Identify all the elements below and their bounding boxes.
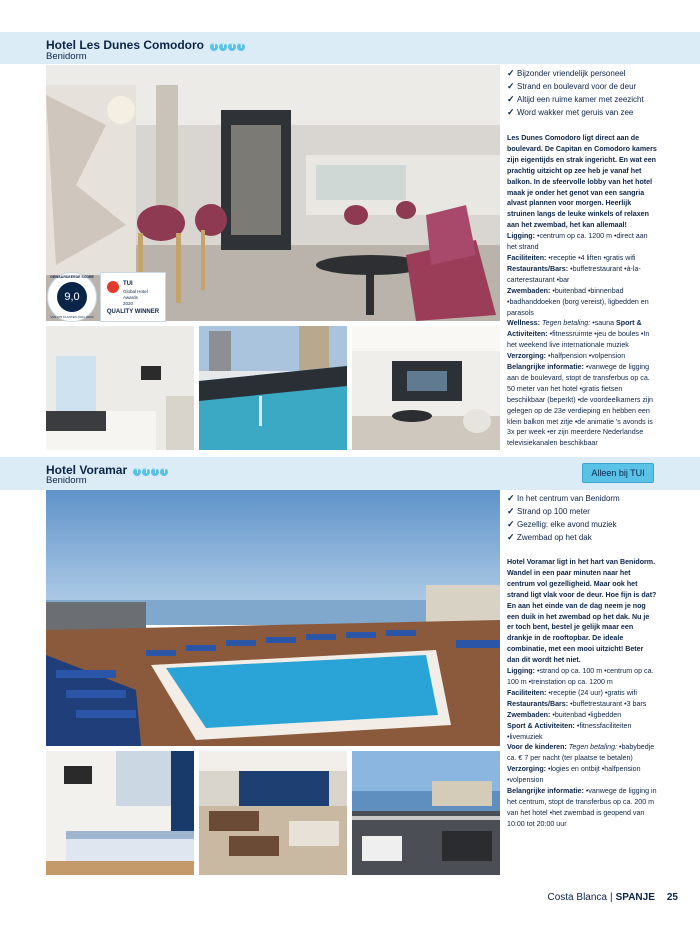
hotel2-usp-list [507, 492, 620, 544]
trident-icon: T [210, 43, 218, 51]
check-icon: ✓ [507, 94, 515, 104]
trident-icon: T [142, 468, 150, 476]
hotel1-name: Hotel Les Dunes Comodoro [46, 38, 205, 52]
footer-country: SPANJE [615, 892, 655, 903]
hotel2-rooftop-pool-photo [46, 490, 500, 746]
check-icon: ✓ [507, 68, 515, 78]
hotel1-room-photo [46, 326, 194, 450]
exclusive-badge: Alleen bij TUI [582, 463, 654, 483]
score-ring-sub: VAN 275 KLANTEN (NOV 2020) [50, 315, 94, 319]
check-icon: ✓ [507, 81, 515, 91]
tui-award-badge [100, 272, 166, 322]
customer-score: 9,0 [57, 282, 87, 312]
check-icon: ✓ [507, 506, 515, 516]
page-number: 25 [666, 892, 678, 903]
award-line2: Awards [123, 295, 138, 300]
trident-icon: T [237, 43, 245, 51]
award-winner: QUALITY WINNER [106, 309, 160, 315]
trident-icon: T [160, 468, 168, 476]
usp-item: ✓ Word wakker met geruis van zee [507, 107, 634, 117]
hotel1-place: Benidorm [46, 51, 87, 62]
rating-trident-icons [210, 37, 246, 51]
hotel1-lounge-photo [352, 326, 500, 450]
customer-score-badge [47, 272, 97, 322]
award-line1: Global Hotel [123, 289, 148, 294]
trident-icon: T [133, 468, 141, 476]
usp-item: ✓ Altijd een ruime kamer met zeezicht [507, 94, 644, 104]
hotel1-description: Les Dunes Comodoro ligt direct aan de boulevard. De Capitan en Comodoro kamers zijn eigentijds en strak ingericht. En wat een prachtig uitzicht op zee heb je vanaf het balkon. In de sfeervolle lobby van het hotel maak je onder het genot van een sangria alvast plannen voor morgen. Heerlijk struinen langs de leuke winkels of relaxen aan het zwembad, het kan allemaal! Ligging: •centrum op ca. 1200 m •direct aan het strand Faciliteiten: •receptie •4 liften •gratis wifi Restaurants/Bars: •buffetrestaurant •à-la-carterestaurant •bar Zwembaden: •buitenbad •binnenbad •badhanddoeken (borg vereist), ligbedden en parasols Wellness: Tegen betaling: •sauna Sport & Activiteiten: •fitnessruimte •jeu de boules •In het weekend live internationale muziek Verzorging: •halfpension •volpension Belangrijke informatie: •vanwege de ligging aan de boulevard, stopt de transferbus op ca. 50 meter van het hotel •gratis fietsen beschikbaar (beperkt) •de voordeelkamers zijn gelegen op de 23e verdieping en hebben een klein balkon met zitje •de animatie 's avonds is 3x per week •er zijn meerdere Nederlandse televisiekanalen beschikbaar [507, 134, 657, 448]
score-ring-label: GEWAARDEERDE SCORE [50, 275, 94, 279]
hotel2-intro: Hotel Voramar ligt in het hart van Benidorm. Wandel in een paar minuten naar het centrum vol gezelligheid. Maar ook het strand ligt vlak voor de deur. Hoe fijn is dat? En aan het einde van de dag neem je nog een duik in het zwembad op het dak. Nu je er toch bent, bestel je gelijk maar een drankje in de rooftopbar. De ideale combinatie, met een mooi uitzicht! Beter dan dit wordt het niet. [507, 558, 657, 665]
hotel2-name: Hotel Voramar [46, 463, 128, 477]
hotel2-place: Benidorm [46, 475, 87, 486]
check-icon: ✓ [507, 493, 515, 503]
footer-separator: | [609, 892, 613, 903]
usp-item: ✓ Strand en boulevard voor de deur [507, 81, 637, 91]
hotel2-restaurant-photo [199, 751, 347, 875]
hotel1-usp-list [507, 67, 644, 119]
trident-icon: T [151, 468, 159, 476]
check-icon: ✓ [507, 532, 515, 542]
hotel2-description: Hotel Voramar ligt in het hart van Benidorm. Wandel in een paar minuten naar het centrum vol gezelligheid. Maar ook het strand ligt vlak voor de deur. Hoe fijn is dat? En aan het einde van de dag neem je nog een duik in het zwembad op het dak. Nu je er toch bent, bestel je gelijk maar een drankje in de rooftopbar. De ideale combinatie, met een mooi uitzicht! Beter dan dit wordt het niet. Ligging: •strand op ca. 100 m •centrum op ca. 100 m •treinstation op ca. 1200 m Faciliteiten: •receptie (24 uur) •gratis wifi Restaurants/Bars: •buffetrestaurant •3 bars Zwembaden: •buitenbad •ligbedden Sport & Activiteiten: •fitnessfaciliteiten •livemuziek Voor de kinderen: Tegen betaling: •babybedje ca. € 7 per nacht (ter plaatse te betalen) Verzorging: •logies en ontbijt •halfpension •volpension Belangrijke informatie: •vanwege de ligging in het centrum, stopt de transferbus op ca. 200 m van het hotel •het zwembad is geopend van 10:00 tot 20:00 uur [507, 558, 657, 828]
usp-item: ✓ Bijzonder vriendelijk personeel [507, 68, 626, 78]
tui-logo-icon [107, 281, 119, 293]
trident-icon: T [219, 43, 227, 51]
usp-item: ✓ In het centrum van Benidorm [507, 493, 620, 503]
footer-region: Costa Blanca [547, 892, 607, 903]
hotel1-indoor-pool-photo [199, 326, 347, 450]
check-icon: ✓ [507, 107, 515, 117]
page-footer [548, 892, 679, 903]
award-year: 2020 [123, 301, 134, 306]
award-brand: TUI [123, 281, 133, 287]
hotel1-intro: Les Dunes Comodoro ligt direct aan de boulevard. De Capitan en Comodoro kamers zijn eigentijds en strak ingericht. En wat een prachtig uitzicht op zee heb je vanaf het balkon. In de sfeervolle lobby van het hotel maak je onder het genot van een sangria alvast plannen voor morgen. Heerlijk struinen langs de leuke winkels of relaxen aan het zwembad, het kan allemaal! [507, 134, 657, 230]
usp-item: ✓ Strand op 100 meter [507, 506, 590, 516]
trident-icon: T [228, 43, 236, 51]
hotel2-terrace-view-photo [352, 751, 500, 875]
usp-item: ✓ Zwembad op het dak [507, 532, 592, 542]
rating-trident-icons [133, 462, 169, 476]
usp-item: ✓ Gezellig: elke avond muziek [507, 519, 617, 529]
hotel2-room-photo [46, 751, 194, 875]
check-icon: ✓ [507, 519, 515, 529]
hotel1-title [46, 37, 246, 52]
